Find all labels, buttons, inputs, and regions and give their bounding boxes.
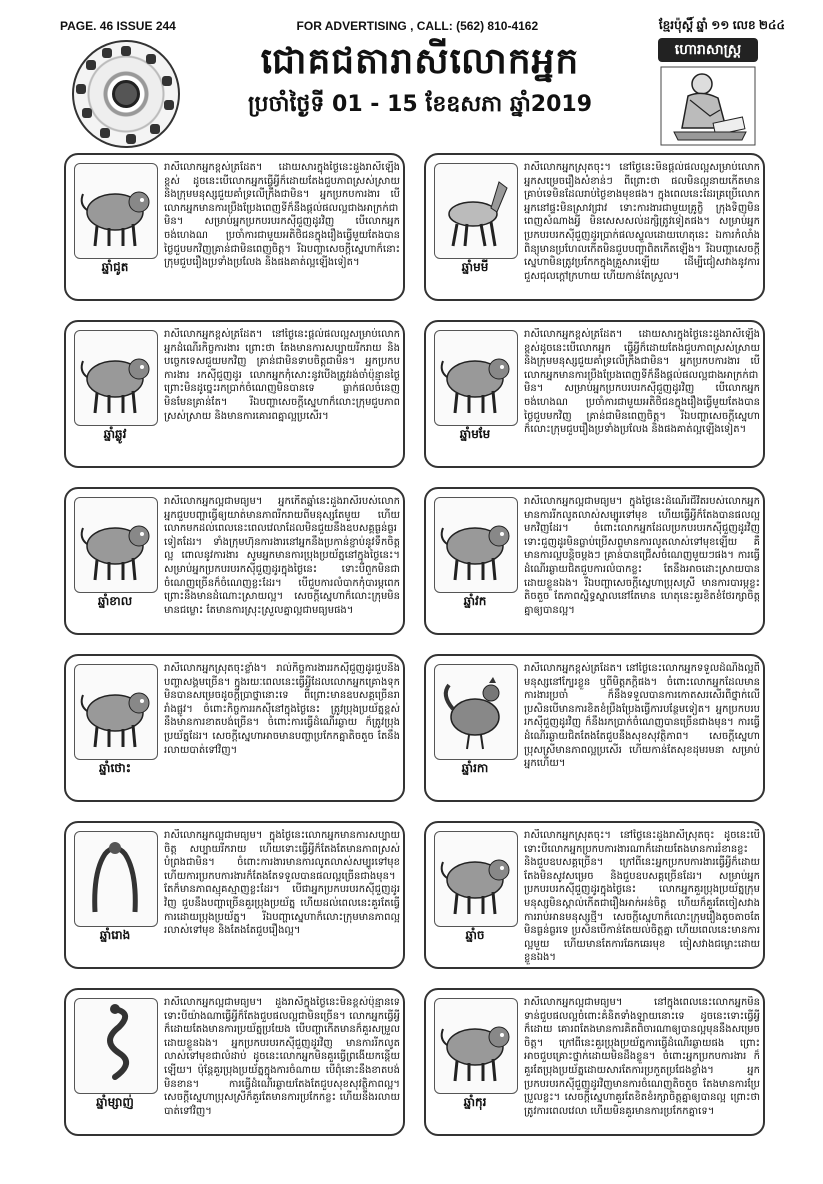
- horoscope-text: រាសីលោកអ្នកស្រុតចុះ។ នៅថ្ងៃនេះមិនផ្តល់ផលល្អសម្រាប់លោកអ្នកសម្រេចរឿងសំខាន់ៗ ពីព្រោះថា ផលមិនល្អនាយកើតមានគ្រាប់ទេមិនដែលរាប់ថ្ងៃខាងមុខផង។ ក្នុងពេលនេះដែរគ្រប្រើលោកអ្នកនៅផ្ទះមិនស្រាវជ្រាវ ទោះការងារជាមួយគ្រូក្ខិ ក្រុងទិញមិនពេញសំណាងអ្វី មិនសេសសល់ដក្សិត្រូវទៀតផង។ សម្រាប់អ្នកប្រកបរបរកស៊ីជួញដូរប្រាក់ផលស្ទួលដោយហេតុនេះ ឯការកំលាំងពិន្យុមានប្រហែលកើតមិនជួបបញ្ហាពិតកើតឡើង។ រីឯបញ្ហាសេចក្តីស្នេហាមិនត្រូវប្រកែកក្នុងគ្រួសារឡើយ ដើម្បីជៀសវាងនូវការជួសជុលក្តៅក្រហាយ ហើយកាន់តែស្រួល។: [524, 162, 760, 282]
- horoscope-text: រាសីលោកអ្នកស្រុតចុះខ្លាំង។ រាល់កិច្ចការងាររកស៊ីជួញដូរជួបនឹងបញ្ហាសង្គមច្រើន។ ក្នុងរយៈពេលនេះធ្វើអ្វីដែលលោកអ្នកគ្រោងទុកមិនបានសម្រេចដូចក្តីប្រាថ្នានោះទេ ពីព្រោះមានឧបសគ្គច្រើនរារាំងផ្លូវ។ ចំពោះកិច្ចការរកស៊ីនៅក្នុងថ្ងៃនេះ ត្រូវប្រុងប្រយ័ត្នខ្ពស់ នឹងមានការខាតបង់ច្រើន។ ចំពោះការធ្វើដំណើរឆ្ងាយ ក៏ត្រូវប្រុងប្រយ័ត្នដែរ។ សេចក្តីស្នេហាអាចមានបញ្ហាប្រកែកគ្នាតិចតួច តែនឹងរលាយបាត់ទៅវិញ។: [164, 663, 400, 756]
- horoscope-text: រាសីលោកអ្នកល្អជាមធ្យម។ នៅក្នុងពេលនេះលោកអ្នកមិនទាន់ជួបផលល្អចំពោះគំនិតទាំងឡាយនោះទេ ដូចនេះទោះធ្វើអ្វីក៏ដោយ គោរពតែងមានការគិតពិចារណាឲ្យបានល្អមុននឹងសម្រេចចិត្ត។ ក្រៅពីនេះគួរប្រុងប្រយ័ត្នការធ្វើដំណើរឆ្ងាយផង ព្រោះអាចជួបគ្រោះថ្នាក់ដោយមិនដឹងខ្លួន។ ចំពោះអ្នកប្រកបការងារ ក៏គួរតែប្រុងប្រយ័ត្នដោយសារតែការប្រកួតប្រជែងខ្លាំង។ អ្នកប្រកបរបរកស៊ីជួញដូរវិញមានការចំណេញតិចតួច តែងមានការប្រែប្រួលខ្លះ។ សេចក្តីស្នេហាគួរតែខិតខំរក្សាចិត្តគ្នាឲ្យបានល្អ ព្រោះថាត្រូវការពេលវេលា ហើយមិនគួរមានការប្រកែកគ្នាទេ។: [524, 997, 760, 1117]
- advertising-contact: FOR ADVERTISING , CALL: (562) 810-4162: [296, 19, 539, 33]
- horoscope-card: [424, 654, 765, 802]
- horoscope-card: [64, 821, 405, 969]
- zodiac-sign-label: ឆ្នាំថោះ: [99, 761, 131, 775]
- section-badge: ហោរាសាស្ត្រ: [658, 38, 758, 62]
- horoscope-card: [424, 153, 765, 301]
- zodiac-sign-label: ឆ្នាំច: [465, 928, 485, 942]
- zodiac-sign-label: ឆ្នាំមមែ: [459, 427, 491, 441]
- horoscope-text: រាសីលោកអ្នកល្អជាមធ្យម។ អ្នកកើតឆ្នាំនេះដួងរាសីរបស់លោកអ្នកជួបបញ្ហាធ្វើឲ្យយាត់មានភាពរីករាយពីមនុស្សតែមួយ ហើយលោកមកដល់ពេលនេះពេលវេលាដែលមិនជួយនឹងឧបសគ្គធ្ងន់ធ្ងរទៀតដែរ។ ទាំងក្រុមហ៊ុនការងារនៅអ្នកនឹងប្រកាន់ខ្ជាប់នូវទឹកចិត្តល្អ ពោលនូវការងារ សូមអ្នកមានការប្រុងប្រយ័ត្ននៅក្នុងថ្ងៃនេះ។ សម្រាប់អ្នកប្រកបរបរកស៊ីជួញដូរក្នុងថ្ងៃនេះ ទោះបីពួកមិនជាចំណេញច្រើនក៏ចំណេញខ្លះដែរ។ បើជួបការលំបាកកុំបារម្ភពេកព្រោះនឹងមានដំណោះស្រាយល្អ។ សេចក្តីស្នេហាក៏លោះក្រុមមិនមានជម្លោះ តែមានការស្រុះស្រួលគ្នាល្អជាមធ្យមផង។: [164, 496, 400, 616]
- zodiac-sign-label: ឆ្នាំម្សាញ់: [96, 1095, 134, 1109]
- page-subtitle: ប្រចាំថ្ងៃទី 01 - 15 ខែឧសភា ឆ្នាំ2019: [247, 92, 593, 117]
- zodiac-sign-label: ឆ្នាំខាល: [97, 594, 133, 608]
- zodiac-sign-label: ឆ្នាំជូត: [101, 260, 129, 274]
- zodiac-sign-label: ឆ្នាំវក: [463, 594, 487, 608]
- goat-icon: [434, 330, 518, 426]
- zodiac-sign-label: ឆ្នាំមមី: [461, 260, 489, 274]
- zodiac-sign-label: ឆ្នាំកុរ: [463, 1095, 487, 1109]
- page-title: ជោគជតារាសីលោកអ្នក: [260, 41, 580, 82]
- horoscope-text: រាសីលោកអ្នកល្អជាមធ្យម។ ដួងរាសីក្នុងថ្ងៃនេះមិនខ្ពស់ប៉ុន្មានទេ ទោះបីយ៉ាងណាធ្វើអ្វីក៏តែងជួបផលល្អជាមិនច្រើន។ លោកអ្នកធ្វើអ្វីក៏ដោយតែងមានការប្រយ័ត្នប្រយែង បើបញ្ហាកើតមានក៏គួរសម្រួលដោយខ្លួនឯង។ អ្នកប្រកបរបរកស៊ីជួញដូរវិញ មានការរីកលូតលាស់ទៅមុខជាលំដាប់ ដូចនេះលោកអ្នកមិនគួរធ្វើព្រងើយកន្តើយឡើយ។ ប៉ុន្តែគួរប្រុងប្រយ័ត្នក្នុងការចំណាយ បើពុំនោះនឹងខាតបង់មិនខាន។ ការធ្វើដំណើរឆ្ងាយតែងតែជួបសុខសុវត្ថិភាពល្អ។ សេចក្តីស្នេហាប្រុសស្រីក៏គួរតែមានការប្រកែកខ្លះ ហើយនឹងរលាយបាត់ទៅវិញ។: [164, 997, 400, 1117]
- dragon-icon: [74, 831, 158, 927]
- zodiac-sign-label: ឆ្នាំឆ្លូវ: [103, 427, 127, 441]
- page-header: [60, 36, 785, 148]
- ox-icon: [74, 330, 158, 426]
- horoscope-card: [424, 320, 765, 468]
- horoscope-text: រាសីលោកអ្នកខ្ពស់ត្រដែត។ នៅថ្ងៃនេះលោកអ្នកទទួលដំណឹងល្អពីមនុស្សនៅក្បែរខ្លួន ឬពីមិត្តភក្តិផង។ ចំពោះលោកអ្នកដែលមានការងារប្រចាំ ក៏នឹងទទួលបានការកោតសរសើរពីថ្នាក់លើ ប្រសិនបើមានការខិតខំប្រឹងប្រែងធ្វើការបន្ថែមទៀត។ អ្នកប្រកបរបរកស៊ីជួញដូរវិញ ក៏នឹងរកប្រាក់ចំណេញបានច្រើនជាងមុន។ ការធ្វើដំណើរឆ្ងាយជិតតែងតែជួបនឹងសុខសុវត្ថិភាព។ សេចក្តីស្នេហាប្រុសស្រីមានភាពល្អប្រសើរ ហើយកាន់តែសុខដុមរមនា សម្រាប់អ្នកហើយ។: [524, 663, 760, 770]
- sun-icon: [112, 80, 140, 108]
- top-bar: [60, 18, 785, 34]
- horse-icon: [434, 163, 518, 259]
- tiger-icon: [74, 497, 158, 593]
- horoscope-text: រាសីលោកអ្នកល្អជាមធ្យម។ ក្នុងថ្ងៃនេះលោកអ្នកមានការសប្បាយចិត្ត សប្បាយរីករាយ ហើយទោះធ្វើអ្វីក៏តែងតែមានភាពស្រស់បំព្រងជាមិន។ ចំពោះការងារមានការលូតលាស់សម្បូរទៅមុខ ហើយការប្រកបការងារក៏តែងតែទទួលបានផលល្អច្រើនជាងមុន។ តែក៏មានភាពស្មុគស្មាញខ្លះដែរ។ បើជាអ្នកប្រកបរបរកស៊ីជួញដូរវិញ ជួបនឹងបញ្ហាច្រើនគួរប្រុងប្រយ័ត្ន ហើយដល់ពេលនេះគួរតែធ្វើការដោយប្រុងប្រយ័ត្ន។ រីឯបញ្ហាស្នេហាក៏លោះក្រុមមានភាពល្អរលាស់ទៅមុខ និងតែងតែជួបរឿងល្អ។: [164, 830, 400, 937]
- horoscope-card: [64, 320, 405, 468]
- monkey-icon: [434, 497, 518, 593]
- horoscope-card: [424, 821, 765, 969]
- horoscope-card: [64, 153, 405, 301]
- horoscope-card: [424, 988, 765, 1136]
- horoscope-card: [64, 487, 405, 635]
- horoscope-card: [64, 654, 405, 802]
- zodiac-wheel-icon: [72, 40, 180, 148]
- astrologer-illustration-icon: [660, 66, 756, 146]
- horoscope-card: [424, 487, 765, 635]
- horoscope-text: រាសីលោកអ្នកស្រុតចុះ។ នៅថ្ងៃនេះដួងរាសីស្រុតចុះ ដូចនេះបើទោះបីលោកអ្នកប្រកបការងារណាក៏ដោយតែងមានការរំខានខ្លះនិងជួបឧបសគ្គច្រើន។ ក្រៅពីនេះអ្នកប្រកបការងារធ្វើអ្វីក៏ដោយតែងមិនសូវសម្រេច និងជួបឧបសគ្គច្រើនដែរ។ សម្រាប់អ្នកប្រកបរបរកស៊ីជួញដូរក្នុងថ្ងៃនេះ លោកអ្នកគួរប្រុងប្រយ័ត្នក្រុមមនុស្សមិនស្គាល់កើតជារឿងអាក់អន់ចិត្ត ហើយក៏គួរតែចៀសវាងការរាប់អានមនុស្សថ្មី។ សេចក្តីស្នេហាក៏លោះក្រុមរឿងតូចតាចតែមិនធ្ងន់ធ្ងរទេ ប្រសិនបើកាន់តែយល់ចិត្តគ្នា ហើយពេលនេះមានការល្អមួយ ហើយមានតែការឆែកឆេរមុខ ចៀសវាងជម្លោះដោយខ្លួនឯង។: [524, 830, 760, 964]
- rat-icon: [74, 163, 158, 259]
- rabbit-icon: [74, 664, 158, 760]
- pig-icon: [434, 998, 518, 1094]
- horoscope-card: [64, 988, 405, 1136]
- dog-icon: [434, 831, 518, 927]
- horoscope-text: រាសីលោកអ្នកខ្ពស់ត្រដែត។ ដោយសារក្នុងថ្ងៃនេះដួងរាសីឡើងខ្ពស់ដូចនេះបើលោកអ្នក ធ្វើអ្វីក៏ដោយតែងជួបភាពស្រស់ស្រាយ និងក្រុមមនុស្សជួយគាំទ្រលើក្រឹងជាមិន។ អ្នកប្រកបការងារ បើលោកអ្នកមានការប្រឹងប្រែងពេញទីក៏នឹងផ្តល់ផលល្អជាងអាក្រក់ជាមិន។ សម្រាប់អ្នកប្រកបរបរកស៊ីជួញដូរវិញ បើលោកអ្នកចង់ហេងណ ប្រចាំការជាមួយអតិថិជនក្នុងរឿងធ្វើមួយតែងបានថ្ងៃជួបមកវិញ គ្រាន់ជាមិនពេញចិត្ត។ រីឯបញ្ហាសេចក្តីស្នេហាក៏លោះក្រុមជួបរឿងប្រទាំងប្រលែង និងផងគាត់ល្អឡើងទៀត។: [524, 329, 760, 436]
- page-issue: PAGE. 46 ISSUE 244: [60, 19, 176, 33]
- horoscope-text: រាសីលោកអ្នកខ្ពស់ត្រដែត។ នៅថ្ងៃនេះផ្តល់ផលល្អសម្រាប់លោកអ្នកដំណើរកិច្ចការងារ ព្រោះថា តែងមានការសប្បាយរីករាយ និងបច្ចេកទេសជួយមកវិញ គ្រាន់ជាមិនទាបចិត្តជាមិន។ អ្នកប្រកបការងារ រកស៊ីជួញដូរ លោកអ្នកកុំសោះនូវបើងត្រូវរង់ចាំប៉ុន្មានថ្ងៃ ព្រោះមិនដូច្នេះរកប្រាក់ចំណេញមិនបានទេ ធ្លាក់ផលចំនេញមិនមែនគ្រាន់តែ។ រីឯបញ្ហាសេចក្តីស្នេហាក៏លោះក្រុមជួបភាពស្រស់ស្រាយ និងមានការគោរពគ្នាល្អប្រសើរ។: [164, 329, 400, 422]
- horoscope-text: រាសីលោកអ្នកខ្ពស់ត្រដែត។ ដោយសារក្នុងថ្ងៃនេះដួងរាសីឡើងខ្ពស់ ដូចនេះបើលោកអ្នកធ្វើអ្វីក៏ដោយតែងជួបភាពស្រស់ស្រាយ និងក្រុមមនុស្សជួយគាំទ្រលើក្រឹងជាមិន។ អ្នកប្រកបការងារ បើលោកអ្នកមានការប្រឹងប្រែងពេញទីក៏នឹងផ្តល់ផលល្អជាងអាក្រក់ជាមិន។ សម្រាប់អ្នកប្រកបរបរកស៊ីជួញដូរវិញ បើលោកអ្នកចង់ហេងណ ប្រចាំការជាមួយអតិថិជនក្នុងរឿងធ្វើមួយតែងបានថ្ងៃជួបមកវិញគ្រាន់ជាមិនពេញចិត្ត។ រីឯបញ្ហាសេចក្តីស្នេហាក៏នោះក្រុមជួបរឿងប្រទាំងប្រលែង និងផងគាត់ល្អឡើងទៀត។: [164, 162, 400, 269]
- zodiac-sign-label: ឆ្នាំរកា: [461, 761, 489, 775]
- rooster-icon: [434, 664, 518, 760]
- snake-icon: [74, 998, 158, 1094]
- masthead: ខ្មែរប៉ុស្តិ៍ ឆ្នាំ ១១ លេខ ២៤៤: [658, 18, 785, 32]
- horoscope-text: រាសីលោកអ្នកល្អជាមធ្យម។ ក្នុងថ្ងៃនេះដំណើរជីវិតរបស់លោកអ្នកមានការរីកលូតលាស់សម្បូរទៅមុខ ហើយធ្វើអ្វីក៏តែងបានផលល្អមកវិញដែរ។ ចំពោះលោកអ្នកដែលប្រកបរបរកស៊ីជួញដូរវិញ ទោះជួញដូរមិនធ្លាប់ប្រើសព្ទមានការលូតលាស់ទៅមុខឡើយ គឺមានការល្អបន្តិចម្តងៗ គ្រាន់បានជ្រើសចំណេញមួយៗផង។ ការធ្វើដំណើរឆ្ងាយជិតជួបការលំបាកខ្លះ តែនឹងអាចដោះស្រាយបានដោយខ្លួនឯង។ រីឯបញ្ហាសេចក្តីស្នេហាប្រុសស្រី មានការបារម្ភខ្លះតិចតួច តែភាពស្និទ្ធស្នាលនៅតែមាន ហេតុនេះគួរខិតខំថែរក្សាចិត្តគ្នាឲ្យបានល្អ។: [524, 496, 760, 616]
- zodiac-sign-label: ឆ្នាំរោង: [99, 928, 131, 942]
